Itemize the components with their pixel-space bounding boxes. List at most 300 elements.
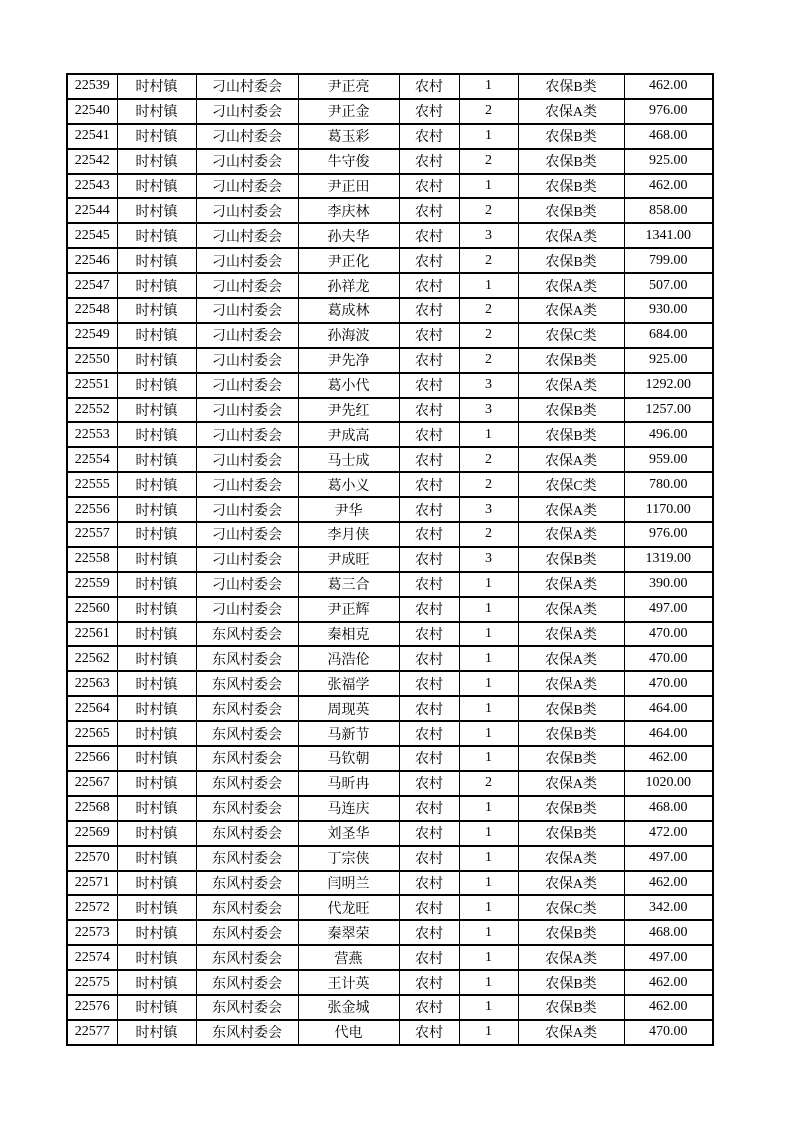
- cell-town: 时村镇: [117, 671, 196, 696]
- cell-insurance-category: 农保C类: [518, 895, 624, 920]
- cell-village-committee: 刁山村委会: [196, 223, 298, 248]
- cell-amount: 496.00: [624, 422, 713, 447]
- cell-person-count: 2: [459, 447, 518, 472]
- cell-household-type: 农村: [399, 472, 459, 497]
- cell-person-count: 1: [459, 696, 518, 721]
- cell-town: 时村镇: [117, 597, 196, 622]
- cell-household-type: 农村: [399, 174, 459, 199]
- cell-serial-number: 22540: [67, 99, 117, 124]
- cell-village-committee: 刁山村委会: [196, 298, 298, 323]
- cell-household-type: 农村: [399, 671, 459, 696]
- cell-amount: 390.00: [624, 572, 713, 597]
- cell-person-name: 尹华: [298, 497, 399, 522]
- cell-household-type: 农村: [399, 398, 459, 423]
- cell-town: 时村镇: [117, 821, 196, 846]
- cell-insurance-category: 农保A类: [518, 846, 624, 871]
- cell-serial-number: 22543: [67, 174, 117, 199]
- cell-person-count: 1: [459, 871, 518, 896]
- cell-amount: 462.00: [624, 746, 713, 771]
- cell-village-committee: 东风村委会: [196, 746, 298, 771]
- cell-serial-number: 22566: [67, 746, 117, 771]
- cell-amount: 925.00: [624, 348, 713, 373]
- cell-amount: 470.00: [624, 1020, 713, 1045]
- cell-town: 时村镇: [117, 472, 196, 497]
- cell-village-committee: 刁山村委会: [196, 124, 298, 149]
- cell-amount: 462.00: [624, 74, 713, 99]
- cell-person-name: 秦相克: [298, 622, 399, 647]
- cell-serial-number: 22575: [67, 970, 117, 995]
- cell-town: 时村镇: [117, 198, 196, 223]
- cell-serial-number: 22557: [67, 522, 117, 547]
- cell-person-count: 1: [459, 796, 518, 821]
- cell-person-count: 2: [459, 298, 518, 323]
- cell-insurance-category: 农保A类: [518, 497, 624, 522]
- cell-town: 时村镇: [117, 696, 196, 721]
- cell-household-type: 农村: [399, 522, 459, 547]
- cell-person-count: 2: [459, 348, 518, 373]
- cell-household-type: 农村: [399, 298, 459, 323]
- cell-person-name: 尹正辉: [298, 597, 399, 622]
- cell-insurance-category: 农保A类: [518, 646, 624, 671]
- cell-town: 时村镇: [117, 273, 196, 298]
- cell-person-count: 1: [459, 945, 518, 970]
- cell-amount: 468.00: [624, 796, 713, 821]
- cell-serial-number: 22553: [67, 422, 117, 447]
- table-row: [67, 721, 713, 746]
- cell-village-committee: 刁山村委会: [196, 348, 298, 373]
- cell-serial-number: 22563: [67, 671, 117, 696]
- cell-amount: 470.00: [624, 646, 713, 671]
- cell-insurance-category: 农保C类: [518, 323, 624, 348]
- cell-person-count: 2: [459, 149, 518, 174]
- cell-town: 时村镇: [117, 323, 196, 348]
- cell-person-count: 2: [459, 771, 518, 796]
- cell-village-committee: 东风村委会: [196, 920, 298, 945]
- table-row: [67, 796, 713, 821]
- table-row: [67, 522, 713, 547]
- cell-person-name: 尹正亮: [298, 74, 399, 99]
- cell-person-name: 马钦朝: [298, 746, 399, 771]
- table-row: [67, 497, 713, 522]
- cell-household-type: 农村: [399, 323, 459, 348]
- cell-insurance-category: 农保B类: [518, 149, 624, 174]
- cell-household-type: 农村: [399, 646, 459, 671]
- cell-town: 时村镇: [117, 298, 196, 323]
- cell-amount: 976.00: [624, 522, 713, 547]
- cell-village-committee: 刁山村委会: [196, 398, 298, 423]
- cell-town: 时村镇: [117, 895, 196, 920]
- table-row: [67, 771, 713, 796]
- cell-household-type: 农村: [399, 970, 459, 995]
- cell-serial-number: 22545: [67, 223, 117, 248]
- cell-town: 时村镇: [117, 522, 196, 547]
- cell-town: 时村镇: [117, 547, 196, 572]
- cell-town: 时村镇: [117, 74, 196, 99]
- cell-town: 时村镇: [117, 746, 196, 771]
- cell-amount: 497.00: [624, 846, 713, 871]
- cell-person-count: 1: [459, 746, 518, 771]
- cell-town: 时村镇: [117, 721, 196, 746]
- cell-village-committee: 刁山村委会: [196, 174, 298, 199]
- table-row: [67, 547, 713, 572]
- cell-amount: 472.00: [624, 821, 713, 846]
- cell-person-count: 1: [459, 597, 518, 622]
- table-row: [67, 422, 713, 447]
- cell-amount: 684.00: [624, 323, 713, 348]
- cell-serial-number: 22564: [67, 696, 117, 721]
- cell-town: 时村镇: [117, 622, 196, 647]
- cell-town: 时村镇: [117, 945, 196, 970]
- cell-person-count: 2: [459, 99, 518, 124]
- cell-person-name: 葛小义: [298, 472, 399, 497]
- table-row: [67, 472, 713, 497]
- cell-amount: 470.00: [624, 622, 713, 647]
- table-row: [67, 373, 713, 398]
- cell-village-committee: 刁山村委会: [196, 74, 298, 99]
- table-row: [67, 149, 713, 174]
- cell-household-type: 农村: [399, 622, 459, 647]
- cell-household-type: 农村: [399, 771, 459, 796]
- cell-person-name: 葛玉彩: [298, 124, 399, 149]
- cell-insurance-category: 农保A类: [518, 597, 624, 622]
- cell-village-committee: 东风村委会: [196, 622, 298, 647]
- cell-serial-number: 22577: [67, 1020, 117, 1045]
- cell-town: 时村镇: [117, 149, 196, 174]
- cell-amount: 507.00: [624, 273, 713, 298]
- cell-town: 时村镇: [117, 248, 196, 273]
- cell-insurance-category: 农保C类: [518, 472, 624, 497]
- cell-person-count: 2: [459, 472, 518, 497]
- cell-household-type: 农村: [399, 497, 459, 522]
- cell-amount: 1020.00: [624, 771, 713, 796]
- cell-town: 时村镇: [117, 796, 196, 821]
- cell-amount: 976.00: [624, 99, 713, 124]
- cell-amount: 925.00: [624, 149, 713, 174]
- cell-insurance-category: 农保B类: [518, 198, 624, 223]
- table-row: [67, 671, 713, 696]
- cell-town: 时村镇: [117, 970, 196, 995]
- cell-insurance-category: 农保B类: [518, 74, 624, 99]
- cell-household-type: 农村: [399, 198, 459, 223]
- table-row: [67, 572, 713, 597]
- cell-serial-number: 22576: [67, 995, 117, 1020]
- cell-person-name: 尹正田: [298, 174, 399, 199]
- cell-amount: 497.00: [624, 945, 713, 970]
- cell-household-type: 农村: [399, 149, 459, 174]
- cell-amount: 462.00: [624, 174, 713, 199]
- cell-household-type: 农村: [399, 1020, 459, 1045]
- cell-insurance-category: 农保B类: [518, 124, 624, 149]
- cell-person-count: 2: [459, 248, 518, 273]
- cell-person-count: 1: [459, 124, 518, 149]
- cell-person-name: 孙海波: [298, 323, 399, 348]
- table-row: [67, 895, 713, 920]
- cell-person-name: 周现英: [298, 696, 399, 721]
- cell-amount: 780.00: [624, 472, 713, 497]
- table-body: [67, 74, 713, 1045]
- cell-village-committee: 刁山村委会: [196, 472, 298, 497]
- table-row: [67, 174, 713, 199]
- cell-village-committee: 刁山村委会: [196, 497, 298, 522]
- cell-serial-number: 22541: [67, 124, 117, 149]
- cell-serial-number: 22556: [67, 497, 117, 522]
- table-row: [67, 1020, 713, 1045]
- cell-person-count: 1: [459, 920, 518, 945]
- cell-person-count: 1: [459, 721, 518, 746]
- cell-person-name: 马连庆: [298, 796, 399, 821]
- cell-person-name: 李月侠: [298, 522, 399, 547]
- table-row: [67, 223, 713, 248]
- cell-serial-number: 22565: [67, 721, 117, 746]
- cell-person-name: 丁宗侠: [298, 846, 399, 871]
- cell-serial-number: 22574: [67, 945, 117, 970]
- cell-town: 时村镇: [117, 99, 196, 124]
- cell-village-committee: 刁山村委会: [196, 323, 298, 348]
- cell-serial-number: 22571: [67, 871, 117, 896]
- cell-household-type: 农村: [399, 447, 459, 472]
- cell-village-committee: 刁山村委会: [196, 547, 298, 572]
- cell-insurance-category: 农保A类: [518, 298, 624, 323]
- cell-village-committee: 东风村委会: [196, 846, 298, 871]
- cell-insurance-category: 农保A类: [518, 945, 624, 970]
- cell-insurance-category: 农保A类: [518, 373, 624, 398]
- cell-town: 时村镇: [117, 995, 196, 1020]
- cell-amount: 342.00: [624, 895, 713, 920]
- cell-village-committee: 东风村委会: [196, 796, 298, 821]
- table-row: [67, 622, 713, 647]
- cell-village-committee: 刁山村委会: [196, 273, 298, 298]
- cell-person-count: 1: [459, 846, 518, 871]
- cell-serial-number: 22570: [67, 846, 117, 871]
- cell-person-name: 尹先净: [298, 348, 399, 373]
- cell-village-committee: 刁山村委会: [196, 373, 298, 398]
- cell-serial-number: 22560: [67, 597, 117, 622]
- cell-person-name: 葛小代: [298, 373, 399, 398]
- cell-serial-number: 22547: [67, 273, 117, 298]
- cell-insurance-category: 农保A类: [518, 1020, 624, 1045]
- cell-household-type: 农村: [399, 248, 459, 273]
- cell-person-name: 马士成: [298, 447, 399, 472]
- cell-amount: 462.00: [624, 970, 713, 995]
- cell-insurance-category: 农保A类: [518, 622, 624, 647]
- cell-person-name: 马昕冉: [298, 771, 399, 796]
- cell-person-count: 2: [459, 323, 518, 348]
- cell-household-type: 农村: [399, 597, 459, 622]
- cell-town: 时村镇: [117, 1020, 196, 1045]
- cell-serial-number: 22551: [67, 373, 117, 398]
- cell-serial-number: 22555: [67, 472, 117, 497]
- cell-household-type: 农村: [399, 871, 459, 896]
- cell-insurance-category: 农保A类: [518, 273, 624, 298]
- cell-household-type: 农村: [399, 422, 459, 447]
- cell-insurance-category: 农保B类: [518, 348, 624, 373]
- cell-insurance-category: 农保B类: [518, 422, 624, 447]
- cell-person-name: 营燕: [298, 945, 399, 970]
- cell-town: 时村镇: [117, 223, 196, 248]
- table-row: [67, 646, 713, 671]
- cell-amount: 464.00: [624, 721, 713, 746]
- cell-serial-number: 22544: [67, 198, 117, 223]
- cell-household-type: 农村: [399, 373, 459, 398]
- cell-serial-number: 22568: [67, 796, 117, 821]
- cell-insurance-category: 农保B类: [518, 721, 624, 746]
- cell-household-type: 农村: [399, 99, 459, 124]
- cell-village-committee: 东风村委会: [196, 671, 298, 696]
- cell-person-name: 闫明兰: [298, 871, 399, 896]
- cell-person-name: 张福学: [298, 671, 399, 696]
- cell-insurance-category: 农保B类: [518, 821, 624, 846]
- cell-person-count: 3: [459, 373, 518, 398]
- cell-serial-number: 22548: [67, 298, 117, 323]
- cell-person-count: 1: [459, 995, 518, 1020]
- cell-serial-number: 22550: [67, 348, 117, 373]
- cell-household-type: 农村: [399, 746, 459, 771]
- cell-amount: 1292.00: [624, 373, 713, 398]
- cell-insurance-category: 农保B类: [518, 796, 624, 821]
- cell-village-committee: 东风村委会: [196, 771, 298, 796]
- table-row: [67, 447, 713, 472]
- cell-amount: 1257.00: [624, 398, 713, 423]
- cell-village-committee: 东风村委会: [196, 895, 298, 920]
- cell-household-type: 农村: [399, 547, 459, 572]
- cell-village-committee: 东风村委会: [196, 646, 298, 671]
- cell-town: 时村镇: [117, 174, 196, 199]
- table-row: [67, 821, 713, 846]
- cell-person-count: 2: [459, 198, 518, 223]
- cell-village-committee: 刁山村委会: [196, 522, 298, 547]
- cell-person-name: 刘圣华: [298, 821, 399, 846]
- table-row: [67, 273, 713, 298]
- cell-town: 时村镇: [117, 373, 196, 398]
- cell-person-count: 1: [459, 422, 518, 447]
- cell-household-type: 农村: [399, 995, 459, 1020]
- cell-person-name: 李庆林: [298, 198, 399, 223]
- cell-town: 时村镇: [117, 646, 196, 671]
- cell-person-name: 马新节: [298, 721, 399, 746]
- cell-village-committee: 东风村委会: [196, 1020, 298, 1045]
- cell-person-count: 1: [459, 821, 518, 846]
- cell-insurance-category: 农保B类: [518, 920, 624, 945]
- table-row: [67, 970, 713, 995]
- cell-amount: 497.00: [624, 597, 713, 622]
- cell-amount: 1341.00: [624, 223, 713, 248]
- cell-town: 时村镇: [117, 871, 196, 896]
- cell-person-count: 3: [459, 547, 518, 572]
- table-row: [67, 995, 713, 1020]
- cell-person-name: 孙夫华: [298, 223, 399, 248]
- table-row: [67, 74, 713, 99]
- table-row: [67, 248, 713, 273]
- cell-village-committee: 东风村委会: [196, 995, 298, 1020]
- cell-person-name: 代龙旺: [298, 895, 399, 920]
- table-row: [67, 871, 713, 896]
- cell-amount: 1319.00: [624, 547, 713, 572]
- cell-person-count: 1: [459, 74, 518, 99]
- cell-village-committee: 东风村委会: [196, 821, 298, 846]
- cell-amount: 470.00: [624, 671, 713, 696]
- cell-person-count: 3: [459, 398, 518, 423]
- cell-town: 时村镇: [117, 447, 196, 472]
- cell-insurance-category: 农保A类: [518, 871, 624, 896]
- cell-person-name: 尹成旺: [298, 547, 399, 572]
- cell-serial-number: 22559: [67, 572, 117, 597]
- cell-person-name: 冯浩伦: [298, 646, 399, 671]
- cell-village-committee: 东风村委会: [196, 945, 298, 970]
- cell-village-committee: 东风村委会: [196, 721, 298, 746]
- cell-person-count: 1: [459, 174, 518, 199]
- cell-household-type: 农村: [399, 348, 459, 373]
- cell-amount: 462.00: [624, 995, 713, 1020]
- cell-town: 时村镇: [117, 846, 196, 871]
- cell-village-committee: 东风村委会: [196, 696, 298, 721]
- table-row: [67, 597, 713, 622]
- cell-household-type: 农村: [399, 846, 459, 871]
- cell-person-name: 尹成高: [298, 422, 399, 447]
- cell-household-type: 农村: [399, 273, 459, 298]
- cell-amount: 930.00: [624, 298, 713, 323]
- cell-person-name: 葛三合: [298, 572, 399, 597]
- table-row: [67, 746, 713, 771]
- cell-serial-number: 22569: [67, 821, 117, 846]
- cell-household-type: 农村: [399, 895, 459, 920]
- cell-insurance-category: 农保B类: [518, 995, 624, 1020]
- table-row: [67, 920, 713, 945]
- cell-serial-number: 22573: [67, 920, 117, 945]
- cell-serial-number: 22561: [67, 622, 117, 647]
- cell-person-count: 1: [459, 622, 518, 647]
- table-row: [67, 696, 713, 721]
- cell-person-name: 葛成林: [298, 298, 399, 323]
- cell-serial-number: 22546: [67, 248, 117, 273]
- cell-person-name: 尹正化: [298, 248, 399, 273]
- cell-village-committee: 刁山村委会: [196, 597, 298, 622]
- cell-town: 时村镇: [117, 771, 196, 796]
- cell-town: 时村镇: [117, 497, 196, 522]
- cell-serial-number: 22567: [67, 771, 117, 796]
- cell-serial-number: 22539: [67, 74, 117, 99]
- cell-person-name: 尹先红: [298, 398, 399, 423]
- cell-insurance-category: 农保B类: [518, 398, 624, 423]
- pension-benefits-table: [66, 73, 714, 1046]
- table-row: [67, 945, 713, 970]
- cell-insurance-category: 农保A类: [518, 223, 624, 248]
- cell-household-type: 农村: [399, 74, 459, 99]
- cell-serial-number: 22572: [67, 895, 117, 920]
- cell-household-type: 农村: [399, 572, 459, 597]
- cell-insurance-category: 农保A类: [518, 447, 624, 472]
- cell-village-committee: 刁山村委会: [196, 248, 298, 273]
- cell-insurance-category: 农保B类: [518, 970, 624, 995]
- cell-amount: 959.00: [624, 447, 713, 472]
- cell-person-name: 孙祥龙: [298, 273, 399, 298]
- cell-person-count: 1: [459, 671, 518, 696]
- cell-person-count: 1: [459, 572, 518, 597]
- cell-person-name: 张金城: [298, 995, 399, 1020]
- cell-serial-number: 22558: [67, 547, 117, 572]
- cell-insurance-category: 农保B类: [518, 696, 624, 721]
- cell-person-count: 3: [459, 223, 518, 248]
- cell-insurance-category: 农保B类: [518, 174, 624, 199]
- cell-household-type: 农村: [399, 920, 459, 945]
- table-row: [67, 198, 713, 223]
- cell-village-committee: 刁山村委会: [196, 99, 298, 124]
- cell-insurance-category: 农保B类: [518, 746, 624, 771]
- cell-village-committee: 刁山村委会: [196, 422, 298, 447]
- cell-serial-number: 22554: [67, 447, 117, 472]
- cell-household-type: 农村: [399, 721, 459, 746]
- cell-serial-number: 22542: [67, 149, 117, 174]
- cell-person-count: 1: [459, 970, 518, 995]
